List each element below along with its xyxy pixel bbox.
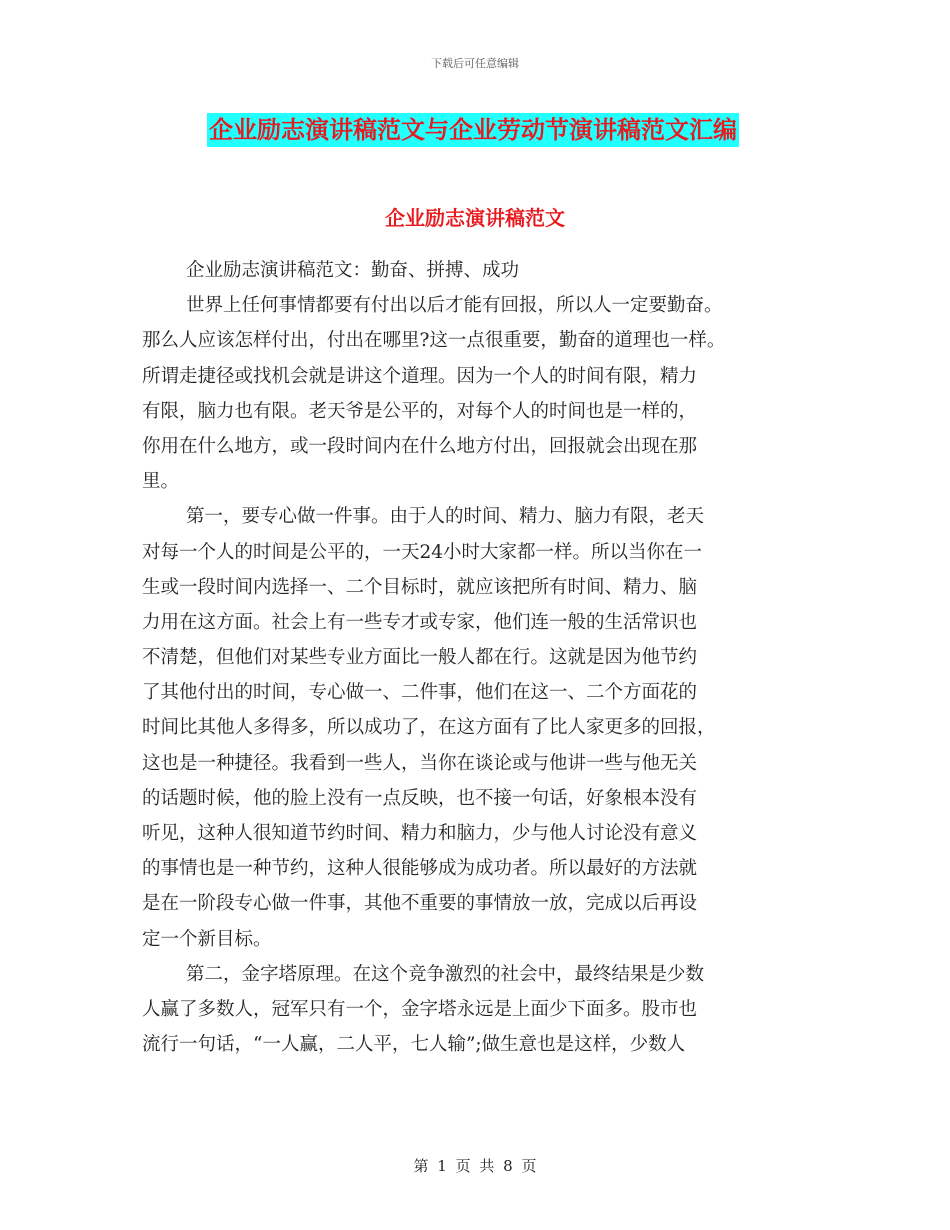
body-line: 的事情也是一种节约，这种人很能够成为成功者。所以最好的方法就: [142, 858, 698, 880]
body-line: 里。: [142, 471, 180, 493]
body-line: 人赢了多数人，冠军只有一个，金字塔永远是上面少下面多。股市也: [142, 998, 698, 1020]
body-line: 世界上任何事情都要有付出以后才能有回报，所以人一定要勤奋。: [186, 295, 723, 317]
body-line: 这也是一种捷径。我看到一些人，当你在谈论或与他讲一些与他无关: [142, 752, 698, 774]
section-title: 企业励志演讲稿范文: [385, 206, 565, 230]
body-line: 第一，要专心做一件事。由于人的时间、精力、脑力有限，老天: [186, 506, 705, 528]
body-line: 流行一句话，“一人赢，二人平，七人输”;做生意也是这样，少数人: [142, 1034, 686, 1056]
body-line: 定一个新目标。: [142, 928, 272, 950]
header-note: 下载后可任意编辑: [431, 57, 519, 70]
body-line: 有限，脑力也有限。老天爷是公平的，对每个人的时间也是一样的，: [142, 400, 698, 422]
body-line: 生或一段时间内选择一、二个目标时，就应该把所有时间、精力、脑: [142, 576, 698, 598]
body-line: 你用在什么地方，或一段时间内在什么地方付出，回报就会出现在那: [142, 435, 698, 457]
body-line: 对每一个人的时间是公平的，一天24小时大家都一样。所以当你在一: [142, 541, 703, 563]
body-line: 听见，这种人很知道节约时间、精力和脑力，少与他人讨论没有意义: [142, 823, 698, 844]
body-text: [142, 253, 822, 1062]
body-line: 所谓走捷径或找机会就是讲这个道理。因为一个人的时间有限，精力: [142, 365, 698, 387]
page-footer: 第 1 页 共 8 页: [413, 1157, 537, 1175]
body-line: 企业励志演讲稿范文：勤奋、拼搏、成功: [186, 260, 520, 281]
body-line: 那么人应该怎样付出，付出在哪里?这一点很重要，勤奋的道理也一样。: [142, 330, 726, 352]
body-line: 时间比其他人多得多，所以成功了，在这方面有了比人家更多的回报，: [142, 717, 716, 739]
document-title: 企业励志演讲稿范文与企业劳动节演讲稿范文汇编: [207, 113, 739, 147]
body-line: 的话题时候，他的脸上没有一点反映，也不接一句话，好象根本没有: [142, 787, 698, 809]
body-line: 第二，金字塔原理。在这个竞争激烈的社会中，最终结果是少数: [186, 963, 705, 985]
body-line: 力用在这方面。社会上有一些专才或专家，他们连一般的生活常识也: [142, 611, 698, 633]
body-line: 不清楚，但他们对某些专业方面比一般人都在行。这就是因为他节约: [142, 647, 698, 669]
body-line: 了其他付出的时间，专心做一、二件事，他们在这一、二个方面花的: [142, 682, 698, 704]
body-line: 是在一阶段专心做一件事，其他不重要的事情放一放，完成以后再设: [142, 893, 698, 915]
